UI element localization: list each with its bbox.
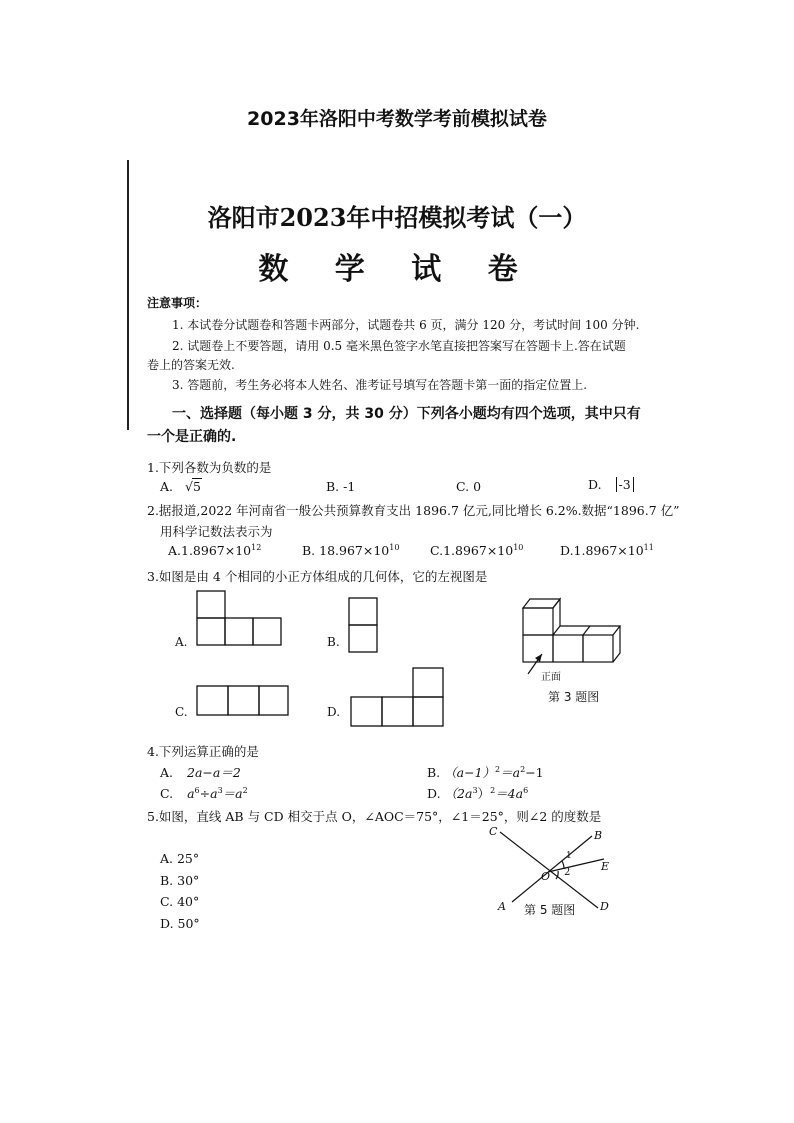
q3-a-square-2 [225,618,253,645]
q4-option-b-label: B. [427,765,441,780]
q3-option-b-label: B. [327,635,340,649]
note-item-1: 1. 本试卷分试题卷和答题卡两部分，试题卷共 6 页，满分 120 分，考试时间 100 分钟. [172,318,640,332]
q4-stem: 4.下列运算正确的是 [147,744,259,759]
q3-solid-cube-top [523,608,553,635]
note-item-2: 2. 试题卷上不要答题，请用 0.5 毫米黑色签字水笔直接把答案写在答题卡上.答在试题 [172,339,626,353]
section1-heading: 一、选择题（每小题 3 分，共 30 分）下列各小题均有四个选项，其中只有 [172,406,641,422]
q5-label-2: 2 [564,867,571,878]
q5-option-d: D. 50° [160,916,200,931]
q4-option-d-pre: （2a [444,786,473,801]
q4-option-d-label: D. [427,786,441,801]
q3-solid-right-top [560,626,620,635]
q4-option-b-pre: （a−1） [444,765,496,780]
q2-stem-line1: 2.据报道,2022 年河南省一般公共预算教育支出 1896.7 亿元,同比增长 6.2%.数据“1896.7 亿” [147,503,680,518]
q3-option-c-figure [196,685,290,717]
q5-option-a: A. 25° [160,851,200,866]
q2-option-b [302,543,399,558]
q4-option-b-mid: ＝a [500,765,521,780]
q1-option-a-value: 5 [192,479,201,494]
q3-solid-edge-2 [583,626,590,635]
q3-d-square-top [413,668,443,697]
q2-option-d [560,543,654,558]
q4-option-a-label: A. [160,765,174,780]
q3-solid-cube-2 [553,635,583,662]
q1-option-a-label: A. [160,479,174,494]
q3-option-d-label: D. [327,705,341,719]
q3-option-a-label: A. [175,635,188,649]
q3-d-square-3 [413,697,443,726]
q3-b-square-top [349,598,377,625]
q3-option-c-label: C. [175,705,188,719]
q3-option-a-figure [196,590,286,646]
q4-option-b-post: −1 [525,765,544,780]
note-item-3: 3. 答题前，考生务必将本人姓名、准考证号填写在答题卡第一面的指定位置上. [172,378,588,392]
q3-c-square-3 [259,686,288,715]
document-top-title: 2023年洛阳中考数学考前模拟试卷 [247,108,547,130]
q4-option-d-exp1: 3 [472,785,478,795]
q3-a-square-top [197,591,225,618]
q2-option-d-exp: 11 [643,543,654,552]
q3-a-square-1 [197,618,225,645]
q5-label-d: D [600,900,609,913]
q2-option-c-exp: 10 [513,543,524,552]
q3-option-b-figure [348,597,380,655]
q5-label-a: A [498,900,506,913]
q4-option-d-exp3: 6 [523,785,529,795]
q4-option-c-eq: ＝a [222,786,243,801]
q3-solid-cube-3 [583,635,613,662]
q4-option-d-mid: ） [477,786,491,801]
q4-option-c-exp2: 3 [217,785,223,795]
q3-c-square-2 [228,686,259,715]
q5-label-b: B [594,829,603,842]
q3-a-square-3 [253,618,281,645]
q4-option-c-a: a [187,786,195,801]
q3-d-square-1 [351,697,382,726]
subject-title: 数 学 试 卷 [258,252,536,287]
q2-option-a-exp: 12 [251,543,262,552]
exam-title: 洛阳市2023年中招模拟考试（一） [207,203,587,232]
q5-option-c: C. 40° [160,894,200,909]
section1-heading-cont: 一个是正确的. [147,429,237,445]
q4-option-c-exp3: 2 [242,785,248,795]
q1-option-d-label: D. [588,477,602,492]
q5-option-b: B. 30° [160,873,200,888]
q4-option-c-exp1: 6 [194,785,200,795]
q2-option-b-exp: 10 [389,543,400,552]
q2-option-a [168,543,261,558]
q3-solid-top-side [553,599,560,626]
q3-solid-edge-1 [553,626,560,635]
notes-heading: 注意事项： [147,296,208,310]
q4-option-b-sq: 2 [495,764,501,774]
q4-option-c-op: ÷a [199,786,218,801]
q3-stem: 3.如图是由 4 个相同的小正方体组成的几何体，它的左视图是 [147,569,488,584]
q5-line-ab [512,836,592,902]
note-item-2-cont: 卷上的答案无效. [147,358,235,372]
q3-b-square-bottom [349,625,377,652]
q1-option-a: A. √5 [160,479,201,494]
q5-figure-caption: 第 5 题图 [524,903,576,917]
q4-option-c [160,784,248,802]
q3-option-d-figure [350,667,446,727]
q3-front-arrowhead [535,654,542,662]
q5-label-c: C [489,825,498,838]
q5-stem: 5.如图，直线 AB 与 CD 相交于点 O，∠AOC＝75°，∠1＝25°，则∠2 的度数是 [147,809,602,824]
q2-option-d-base: D.1.8967×10 [560,543,644,559]
q5-label-1: 1 [566,851,572,861]
q1-option-d [588,477,634,492]
q1-option-d-value: -3 [616,477,634,492]
q1-stem: 1.下列各数为负数的是 [147,460,272,475]
q4-option-a-expr: 2a−a＝2 [187,765,241,780]
q4-option-b-sq2: 2 [520,764,526,774]
q2-option-c [430,543,523,558]
q1-option-b: B. -1 [326,479,356,494]
q3-figure-caption: 第 3 题图 [548,690,600,704]
q1-option-c: C. 0 [456,479,482,494]
q4-option-d-exp2: 2 [490,785,496,795]
q3-c-square-1 [197,686,228,715]
q4-option-a [160,763,241,781]
q4-option-d-eq: ＝4a [495,786,524,801]
q5-label-o: O [541,870,551,883]
q2-option-c-base: C.1.8967×10 [430,543,514,559]
q4-option-c-label: C. [160,786,174,801]
q2-stem-line2: 用科学记数法表示为 [160,524,273,539]
q2-option-a-base: A.1.8967×10 [168,543,252,559]
q4-option-d [427,784,528,802]
q4-option-b [427,763,544,781]
q3-front-label: 正面 [541,672,561,683]
q5-label-e: E [601,860,610,873]
q2-option-b-base: B. 18.967×10 [302,543,390,559]
q3-d-square-2 [382,697,413,726]
q3-solid-figure [520,596,630,686]
